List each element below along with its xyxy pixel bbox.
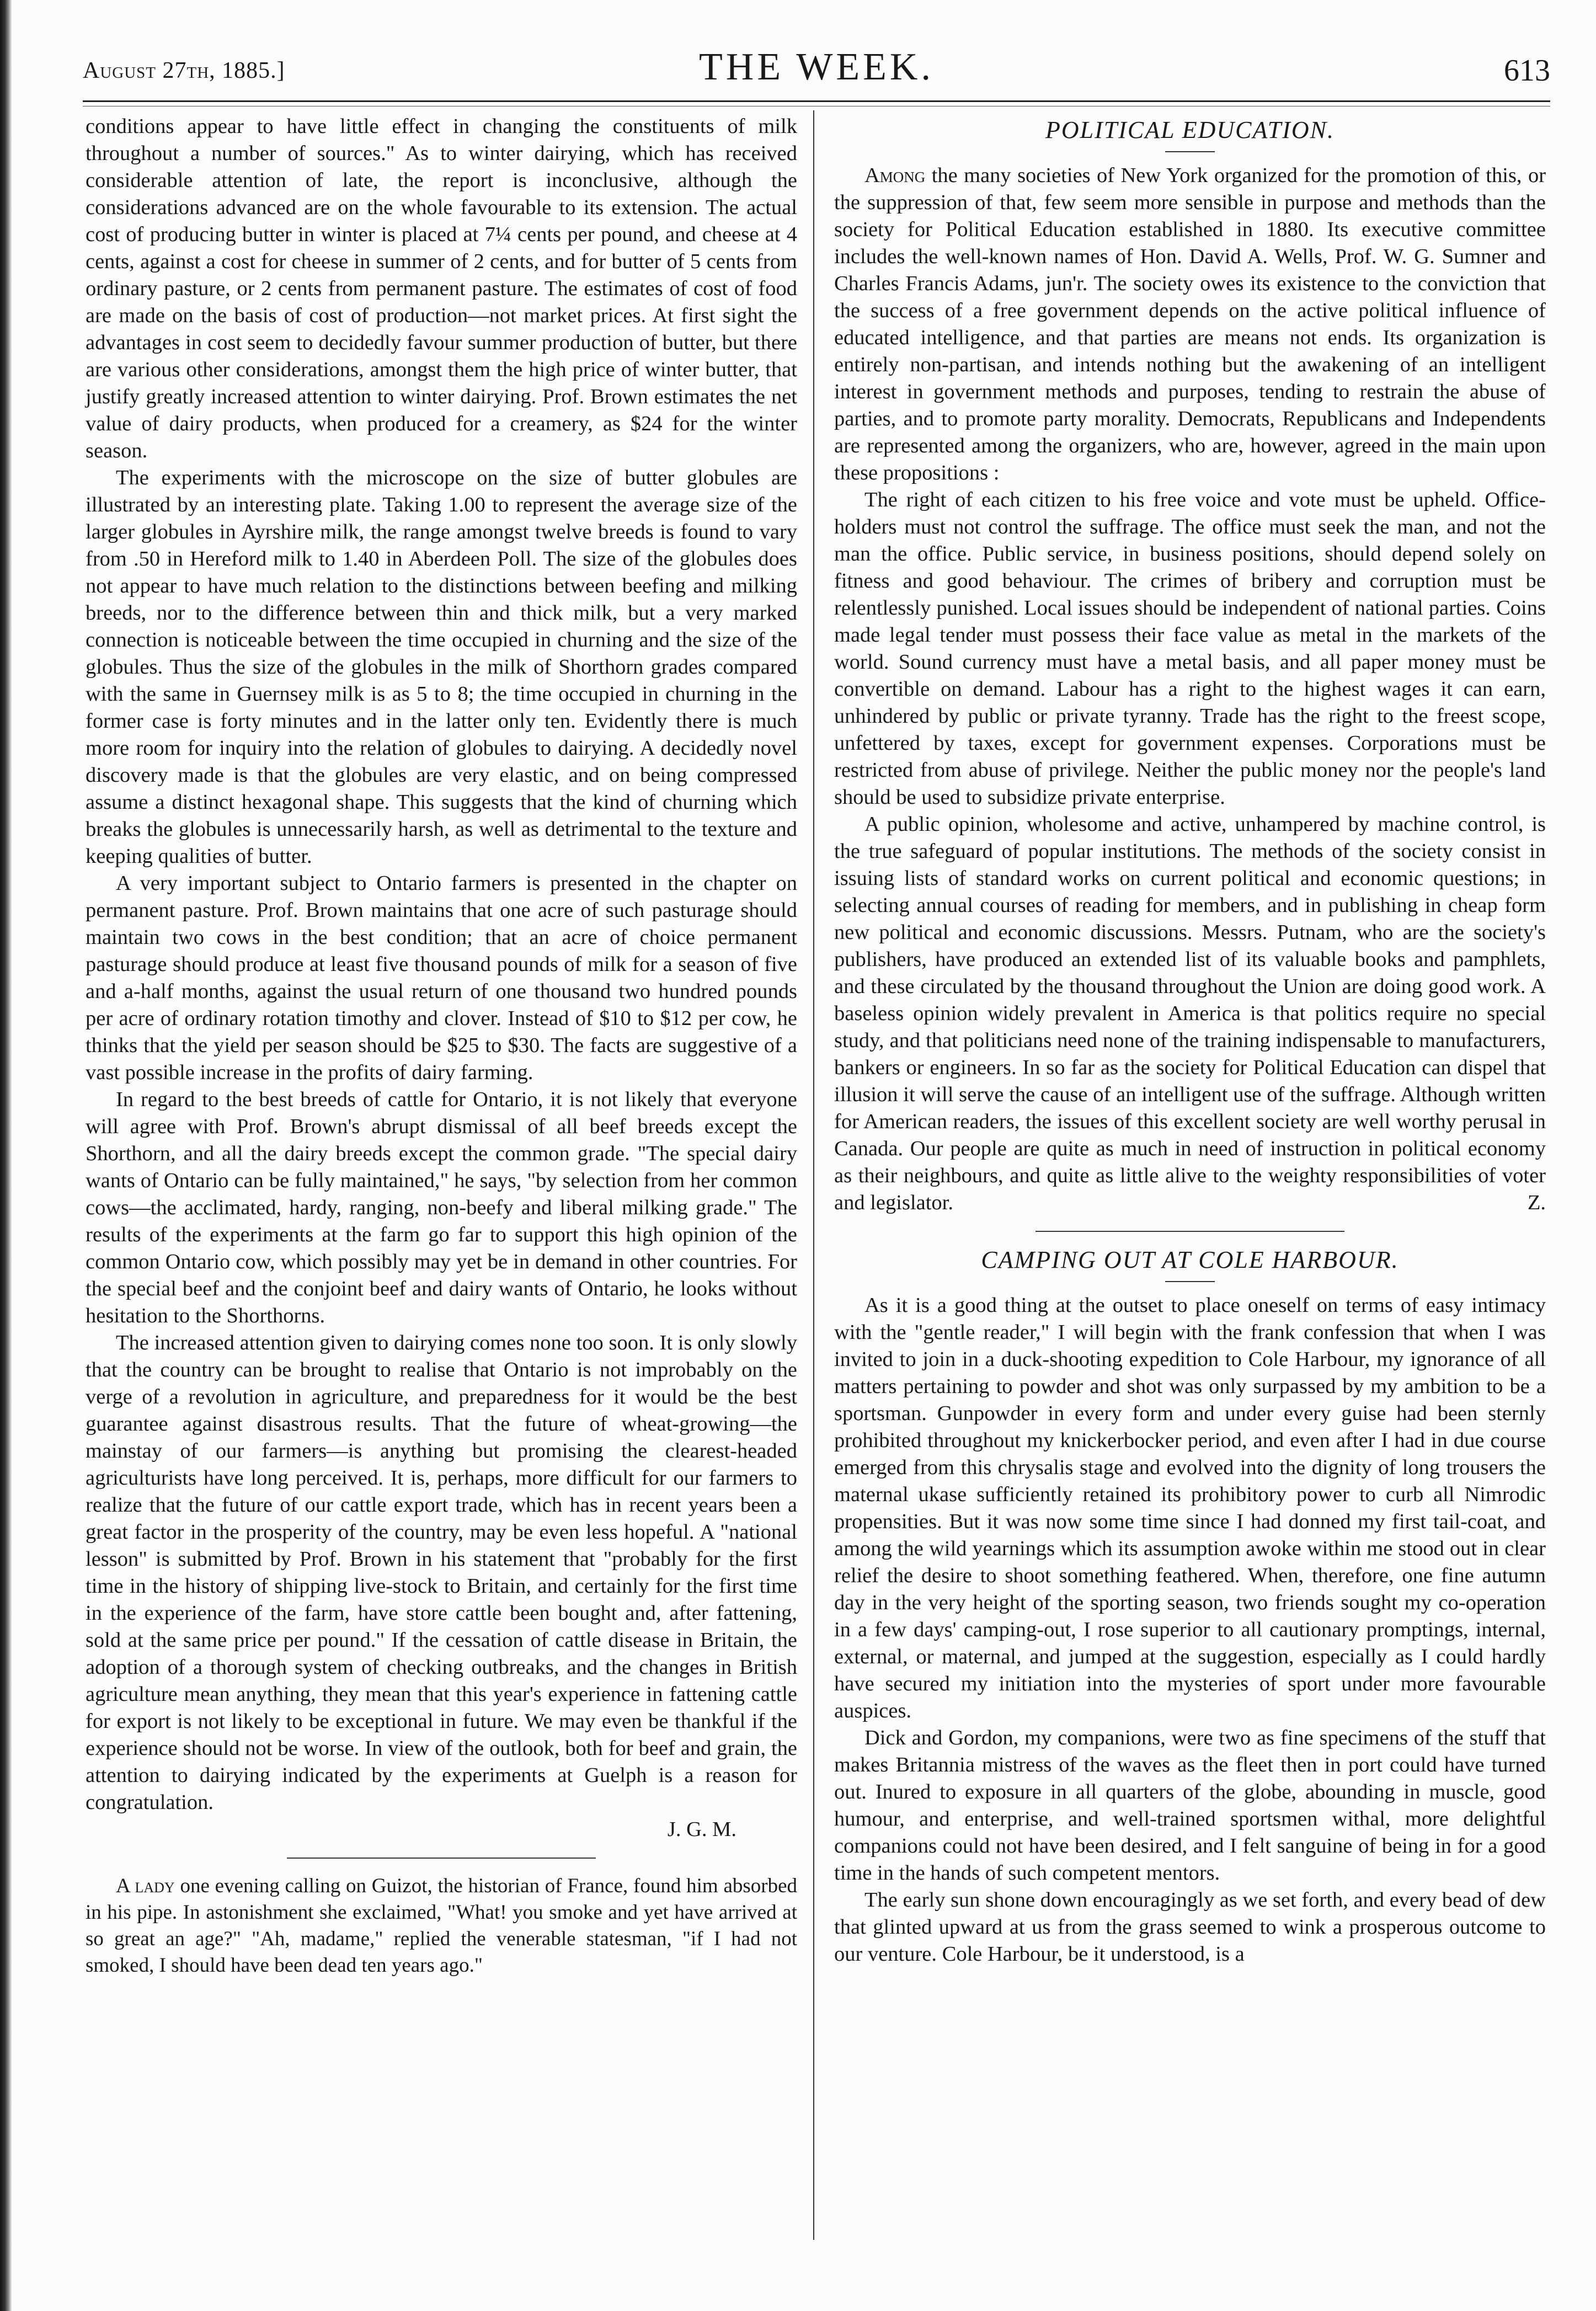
article-paragraph: As it is a good thing at the outset to place oneself on terms of easy intimacy with the "gentle reader," I will begin with the frank confession that when I was invited to join in a duck-shooting expedition to Cole Harbour, my ignorance of all matters pertaining to powder and shot was only surpassed by my ambition to be a sportsman. Gunpowder in every form and under every guise had been sternly prohibited throughout my knickerbocker period, and even after I had in due course emerged from this chrysalis stage and evolved into the dignity of long trousers the maternal ukase sufficiently retained its prohibitory power to curb all Nimrodic propensities. But it was now some time since I had donned my first tail-coat, and among the wild yearnings which its assumption awoke within me stood out in clear relief the desire to shoot something feathered. When, therefore, one fine autumn day in the very height of the sporting season, two friends sought my co-operation in a few days' camping-out, I rose superior to all cautionary promptings, internal, external, or maternal, and jumped at the suggestion, especially as I could hardly have secured my initiation into the mysteries of sport under more favourable auspices. [834, 1294, 1546, 1722]
article-paragraph: The increased attention given to dairying comes none too soon. It is only slowly that the country can be brought to realise that Ontario is not improbably on the verge of a revolution in agriculture, and preparedness for it would be the best guarantee against disastrous results. That the future of wheat-growing—the mainstay of our farmers—is anything but promising the clearest-headed agriculturists have long perceived. It is, perhaps, more difficult for our farmers to realize that the future of our cattle export trade, which has in recent years been a great factor in the prosperity of the country, may be even less hopeful. A "national lesson" is submitted by Prof. Brown in his statement that "probably for the first time in the history of shipping live-stock to Britain, and certainly for the first time in the experience of the farm, have store cattle been bought and, after fattening, sold at the same price per pound." If the cessation of cattle disease in Britain, the adoption of a thorough system of checking outbreaks, and the changes in British agriculture mean anything, they mean that this year's experience in fattening cattle for export is not likely to be exceptional in future. We may even be thankful if the experience should not be worse. In view of the outlook, both for beef and grain, the attention to dairying indicated by the experiments at Guelph is a reason for congratulation. [86, 1331, 797, 1814]
article-paragraph: A very important subject to Ontario farmers is presented in the chapter on permanent pasture. Prof. Brown maintains that one acre of such pasturage should maintain two cows in the best condition; that an acre of choice permanent pasturage should produce at least five thousand pounds of milk for a season of five and a-half months, against the usual return of one thousand two hundred pounds per acre of ordinary rotation timothy and clover. Instead of $10 to $12 per cow, he thinks that the yield per season should be $25 to $30. The facts are suggestive of a vast possible increase in the profits of dairy farming. [86, 872, 797, 1084]
article-paragraph: The right of each citizen to his free voice and vote must be upheld. Office-holders must not control the suffrage. The office must seek the man, and not the man the office. Public service, in business positions, should depend solely on fitness and good behaviour. The crimes of bribery and corruption must be relentlessly punished. Local issues should be independent of national parties. Coins made legal tender must possess their face value as metal in the markets of the world. Sound currency must have a metal basis, and all paper money must be convertible on demand. Labour has a right to the highest wages it can earn, unhindered by public or private tyranny. Trade has the right to the freest scope, unfettered by taxes, except for government expenses. Corporations must be restricted from abuse of privilege. Neither the public money nor the people's land should be used to subsidize private enterprise. [834, 488, 1546, 809]
page-header [83, 45, 1550, 106]
page-number: 613 [1504, 54, 1550, 88]
section-divider [287, 1858, 596, 1859]
article-signature: J. G. M. [667, 1818, 736, 1841]
section-title: POLITICAL EDUCATION. [1045, 116, 1335, 143]
title-rule [1165, 151, 1215, 152]
column-divider [813, 110, 814, 2240]
publication-title: THE WEEK. [699, 46, 934, 88]
article-paragraph: Dick and Gordon, my companions, were two as fine specimens of the stuff that makes Britannia mistress of the waves as the fleet then in port could have turned out. Inured to exposure in all quarters of the globe, abounding in muscle, good humour, and enterprise, and well-trained sportsmen withal, more delightful companions could not have been desired, and I felt sanguine of being in for a good time in the hands of such competent mentors. [834, 1726, 1546, 1885]
article-signature: Z. [1527, 1191, 1546, 1214]
article-paragraph: conditions appear to have little effect in changing the constituents of milk throughout a number of sources." As to winter dairying, which has received considerable attention of late, the report is inconclusive, although the considerations advanced are on the whole favourable to its extension. The actual cost of producing butter in winter is placed at 7¼ cents per pound, and cheese at 4 cents, against a cost for cheese in summer of 2 cents, and for butter of 5 cents from ordinary pasture, or 2 cents from permanent pasture. The estimates of cost of food are made on the basis of cost of production—not market prices. At first sight the advantages in cost seem to decidedly favour summer production of butter, but there are various other considerations, amongst them the high price of winter butter, that justify greatly increased attention to winter dairying. Prof. Brown estimates the net value of dairy products, when produced for a creamery, as $24 for the winter season. [86, 115, 797, 462]
section-divider [1035, 1231, 1344, 1232]
paragraph-text: the many societies of New York organized for the promotion of this, or the suppression of that, few seem more sensible in purpose and methods than the society for Political Education established in 1880. Its executive committee includes the well-known names of Hon. David A. Wells, Prof. W. G. Sumner and Charles Francis Adams, jun'r. The society owes its existence to the conviction that the success of a free government depends on the active political influence of educated intelligence, and that parties are means not ends. Its organization is entirely non-partisan, and intends nothing but the awakening of an intelligent interest in government methods and purposes, tending to restrain the abuse of parties, and to promote party morality. Democrats, Republicans and Independents are represented among the organizers, who are, however, agreed in the main upon these propositions : [834, 164, 1546, 484]
anecdote [86, 1873, 797, 1979]
header-rule [83, 100, 1550, 102]
article-paragraph [834, 162, 1546, 487]
paragraph-lead: Among [864, 164, 926, 187]
left-column [86, 113, 797, 1979]
section-title: CAMPING OUT AT COLE HARBOUR. [981, 1246, 1399, 1273]
article-paragraph [834, 811, 1546, 1216]
right-column [834, 113, 1546, 1968]
title-rule [1165, 1281, 1215, 1282]
paragraph-text: A public opinion, wholesome and active, unhampered by machine control, is the true safeguard of popular institutions. The methods of the society consist in issuing lists of standard works on current political and economic questions; in selecting annual courses of reading for members, and in publishing in cheap form new political and economic discussions. Messrs. Putnam, who are the society's publishers, have produced an extended list of its valuable books and pamphlets, and these circulated by the thousand throughout the Union are doing good work. A baseless opinion widely prevalent in America is that politics require no special study, and that politicians need none of the training indispensable to manufacturers, bankers or engineers. In so far as the society for Political Education can dispel that illusion it will serve the cause of an intelligent use of the suffrage. Although written for American readers, the issues of this excellent society are well worthy perusal in Canada. Our people are quite as much in need of instruction in political economy as their neighbours, and quite as little alive to the weighty responsibilities of voter and legislator. [834, 813, 1546, 1214]
anecdote-text: one evening calling on Guizot, the historian of France, found him absorbed in his pipe. In astonishment she exclaimed, "What! you smoke and yet have arrived at so great an age?" "Ah, madame," replied the venerable statesman, "if I had not smoked, I should have been dead ten years ago." [86, 1875, 798, 1977]
anecdote-lead: A lady [116, 1875, 175, 1897]
article-paragraph: The early sun shone down encouragingly as we set forth, and every bead of dew that glinted upward at us from the grass seemed to wink a prosperous outcome to our venture. Cole Harbour, be it understood, is a [834, 1888, 1546, 1966]
issue-date: August 27th, 1885.] [83, 58, 285, 83]
article-paragraph: In regard to the best breeds of cattle for Ontario, it is not likely that everyone will agree with Prof. Brown's abrupt dismissal of all beef breeds except the Shorthorn, and all the dairy breeds except the common grade. "The special dairy wants of Ontario can be fully maintained," he says, "by selection from her common cows—the acclimated, hardy, ranging, non-beefy and liberal milking grade." The results of the experiments at the farm go far to support this high opinion of the common Ontario cow, which possibly may yet be in demand in other countries. For the special beef and the conjoint beef and dairy wants of Ontario, he looks without hesitation to the Shorthorns. [86, 1088, 797, 1327]
binding-edge [0, 0, 12, 2311]
article-paragraph: The experiments with the microscope on the size of butter globules are illustrated by an interesting plate. Taking 1.00 to represent the average size of the larger globules in Ayrshire milk, the range amongst twelve breeds is found to vary from .50 in Hereford milk to 1.40 in Aberdeen Poll. The size of the globules does not appear to have much relation to the distinctions between beefing and milking breeds, nor to the difference between thin and thick milk, but a very marked connection is noticeable between the time occupied in churning and the size of the globules. Thus the size of the globules in the milk of Shorthorn grades compared with the same in Guernsey milk is as 5 to 8; the time occupied in churning in the former case is forty minutes and in the latter only ten. Evidently there is much more room for inquiry into the relation of globules to dairying. A decidedly novel discovery made is that the globules are very elastic, and on being compressed assume a distinct hexagonal shape. This suggests that the kind of churning which breaks the globules is unnecessarily harsh, as well as detrimental to the texture and keeping qualities of butter. [86, 466, 797, 868]
